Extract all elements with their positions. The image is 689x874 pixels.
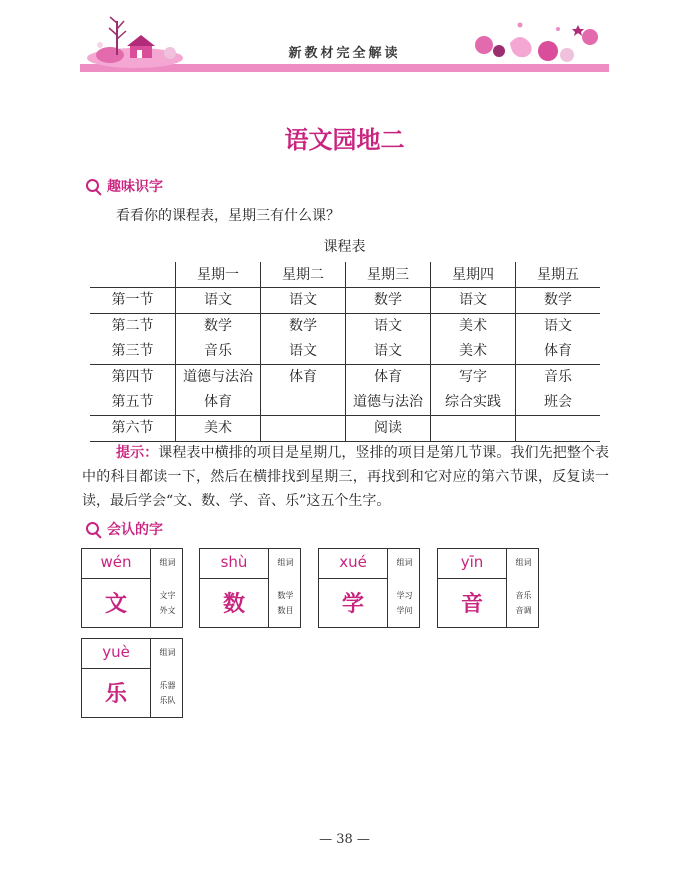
table-cell: 体育	[175, 390, 260, 416]
word: 数目	[277, 606, 294, 615]
intro-question: 看看你的课程表，星期三有什么课？	[116, 208, 340, 224]
hanzi: 乐	[104, 681, 127, 707]
word-group-label: 组词	[159, 558, 176, 567]
table-cell: 数学	[515, 288, 600, 314]
table-cell: 语文	[260, 288, 345, 314]
word: 乐器	[159, 681, 176, 690]
word: 数学	[277, 591, 294, 600]
pinyin: yīn	[460, 553, 484, 571]
pinyin: shù	[220, 553, 248, 571]
day-header: 星期五	[515, 262, 600, 288]
word: 外文	[159, 606, 176, 615]
pinyin: wén	[100, 553, 132, 571]
table-row	[90, 416, 600, 442]
char-card	[81, 548, 183, 628]
hanzi: 音	[460, 591, 483, 617]
period-label: 第六节	[90, 416, 175, 442]
hanzi: 学	[341, 591, 364, 617]
table-cell: 语文	[175, 288, 260, 314]
hint-paragraph	[82, 441, 609, 513]
table-cell: 美术	[430, 339, 515, 365]
day-header: 星期一	[175, 262, 260, 288]
header-title: 新教材完全解读	[288, 46, 401, 61]
table-cell	[260, 390, 345, 416]
table-header-row	[90, 262, 600, 288]
section-heading-text: 会认的字	[107, 522, 163, 538]
table-cell: 数学	[345, 288, 430, 314]
table-cell: 语文	[345, 314, 430, 340]
section-heading-fun-literacy	[86, 176, 163, 196]
table-cell: 音乐	[175, 339, 260, 365]
period-label: 第一节	[111, 292, 154, 308]
table-row	[90, 365, 600, 391]
word-group-label: 组词	[396, 558, 413, 567]
table-cell: 体育	[260, 365, 345, 391]
word-group-label: 组词	[277, 558, 294, 567]
word: 音调	[515, 606, 532, 615]
page-title: 语文园地二	[284, 125, 405, 154]
period-label: 第三节	[111, 343, 154, 359]
word: 音乐	[515, 591, 532, 600]
table-cell: 写字	[430, 365, 515, 391]
hanzi: 数	[222, 591, 245, 617]
word: 文字	[159, 591, 176, 600]
table-cell: 音乐	[515, 365, 600, 391]
table-cell: 语文	[260, 339, 345, 365]
table-cell: 数学	[260, 314, 345, 340]
timetable	[90, 262, 600, 442]
table-cell: 综合实践	[430, 390, 515, 416]
pinyin: xué	[339, 553, 367, 571]
section-heading-recognize-chars	[86, 519, 163, 539]
hint-text: 课程表中横排的项目是星期几，竖排的项目是第几节课。我们先把整个表中的科目都读一下，然后在横排找到星期三，再找到和它对应的第六节课，反复读一读，最后学会“文、数、学、音、乐”这五个生字。	[82, 445, 609, 509]
day-header: 星期四	[430, 262, 515, 288]
table-cell: 体育	[345, 365, 430, 391]
hint-label: 提示：	[116, 445, 159, 461]
table-cell	[515, 416, 600, 442]
char-card	[199, 548, 301, 628]
table-cell: 班会	[515, 390, 600, 416]
table-cell: 语文	[430, 288, 515, 314]
table-row	[90, 314, 600, 340]
period-label: 第四节	[90, 365, 175, 391]
magnifier-icon	[86, 522, 101, 537]
table-row	[90, 390, 600, 416]
word-group-label: 组词	[515, 558, 532, 567]
char-card	[437, 548, 539, 628]
day-header: 星期二	[260, 262, 345, 288]
table-row	[90, 288, 600, 314]
word: 学习	[396, 591, 413, 600]
table-cell	[430, 416, 515, 442]
table-cell: 美术	[430, 314, 515, 340]
table-row	[90, 339, 600, 365]
period-label: 第五节	[111, 394, 154, 410]
section-heading-text: 趣味识字	[107, 179, 163, 195]
table-cell: 语文	[515, 314, 600, 340]
word: 乐队	[159, 696, 176, 705]
hanzi: 文	[104, 591, 127, 617]
pinyin: yuè	[102, 643, 130, 661]
word: 学问	[396, 606, 413, 615]
table-cell: 道德与法治	[345, 390, 430, 416]
magnifier-icon	[86, 179, 101, 194]
period-label: 第二节	[90, 314, 175, 340]
table-cell: 美术	[175, 416, 260, 442]
table-cell: 体育	[515, 339, 600, 365]
char-card	[318, 548, 420, 628]
page-number: — 38 —	[319, 832, 370, 847]
corner-cell	[90, 262, 175, 288]
word-group-label: 组词	[159, 648, 176, 657]
char-card	[81, 638, 183, 718]
table-cell	[260, 416, 345, 442]
day-header: 星期三	[345, 262, 430, 288]
table-cell: 道德与法治	[175, 365, 260, 391]
table-caption: 课程表	[323, 239, 366, 255]
table-cell: 数学	[175, 314, 260, 340]
table-cell: 阅读	[345, 416, 430, 442]
table-cell: 语文	[345, 339, 430, 365]
